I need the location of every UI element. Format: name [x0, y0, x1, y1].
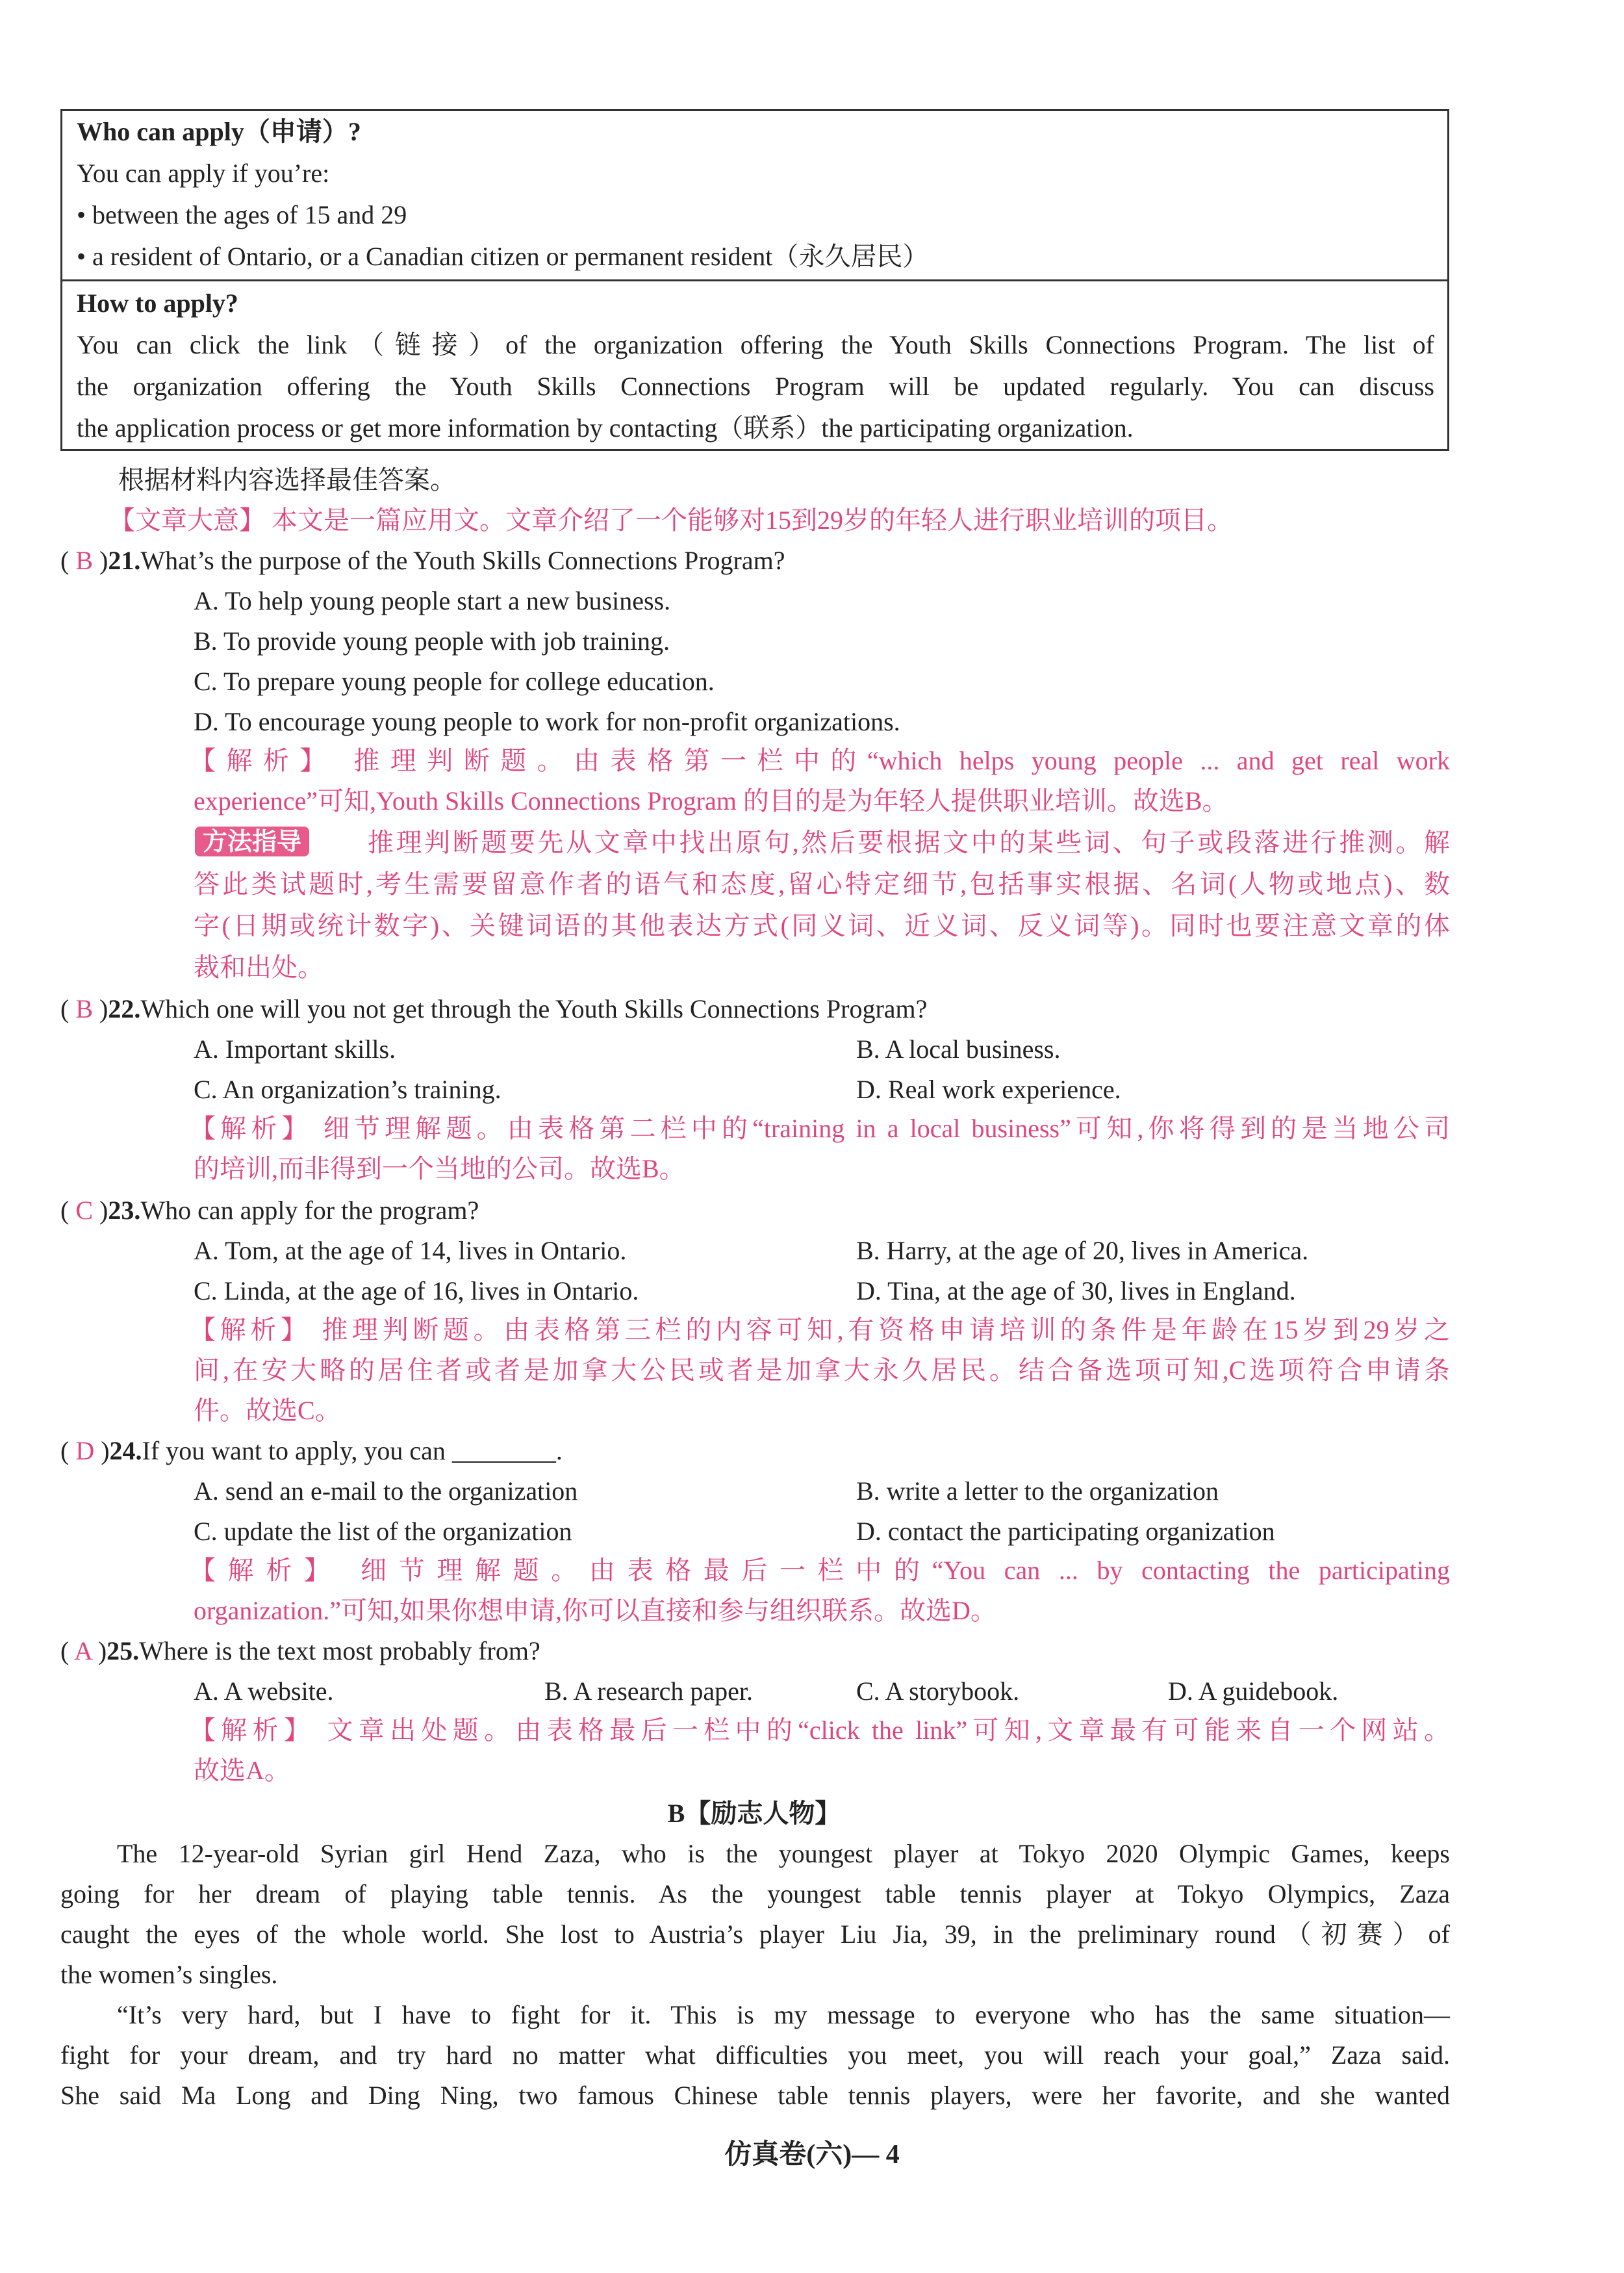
q24-option-b: B. write a letter to the organization: [856, 1476, 1219, 1506]
who-can-apply-bullet-2: • a resident of Ontario, or a Canadian citizen or permanent resident（永久居民）: [77, 242, 929, 271]
section-b-p2-line-2: fight for your dream, and try hard no matter what difficulties you meet, you will reach your goal,” Zaza said.: [60, 2040, 1450, 2070]
method-guide-line-4: 裁和出处。: [194, 953, 324, 982]
q21-option-b: B. To provide young people with job training.: [194, 626, 670, 656]
question-25: ( A )25.Where is the text most probably from?: [60, 1636, 540, 1665]
who-can-apply-title: Who can apply（申请）?: [77, 117, 361, 146]
section-b-p1-line-4: the women’s singles.: [60, 1960, 278, 1989]
q24-option-a: A. send an e-mail to the organization: [194, 1476, 578, 1506]
question-stem-24: If you want to apply, you can ________.: [142, 1436, 563, 1465]
question-number-22: 22.: [108, 994, 141, 1023]
q24-option-d: D. contact the participating organization: [856, 1517, 1275, 1546]
page-footer: 仿真卷(六)— 4: [724, 2140, 900, 2170]
how-to-apply-line-3: the application process or get more information by contacting（联系）the participating organization.: [77, 413, 1134, 443]
q25-analysis-line-2: 故选A。: [194, 1756, 290, 1785]
section-b-p2-line-3: She said Ma Long and Ding Ning, two famous Chinese table tennis players, were her favorite, and she wanted: [60, 2081, 1450, 2110]
who-can-apply-bullet-1: • between the ages of 15 and 29: [77, 200, 407, 229]
q24-analysis-line-1: 【解析】 细节理解题。由表格最后一栏中的“You can ... by contacting the participating: [190, 1556, 1450, 1585]
who-can-apply-intro: You can apply if you’re:: [77, 159, 330, 188]
q22-option-a: A. Important skills.: [194, 1034, 396, 1064]
q23-option-b: B. Harry, at the age of 20, lives in America.: [856, 1236, 1309, 1265]
question-21: ( B )21.What’s the purpose of the Youth Skills Connections Program?: [60, 546, 785, 575]
q23-analysis-line-3: 件。故选C。: [194, 1396, 341, 1425]
section-b-p1-line-3: caught the eyes of the whole world. She lost to Austria’s player Liu Jia, 39, in the preliminary round（初赛）of: [60, 1920, 1450, 1949]
how-to-apply-line-2: the organization offering the Youth Skills Connections Program will be updated regularly. You can discuss: [77, 372, 1434, 401]
q21-analysis-line-1: 【解析】 推理判断题。由表格第一栏中的“which helps young people ... and get real work: [190, 746, 1450, 775]
q24-option-c: C. update the list of the organization: [194, 1517, 572, 1546]
q21-option-a: A. To help young people start a new business.: [194, 586, 671, 615]
question-stem-23: Who can apply for the program?: [140, 1196, 479, 1225]
method-guide-tag: 方法指导: [195, 827, 309, 856]
section-b-p1-line-1: The 12-year-old Syrian girl Hend Zaza, who is the youngest player at Tokyo 2020 Olympic Games, keeps: [117, 1839, 1450, 1868]
question-stem-22: Which one will you not get through the Youth Skills Connections Program?: [140, 994, 928, 1023]
question-number-21: 21.: [108, 546, 141, 575]
answer-21: B: [75, 546, 94, 575]
section-b-title: B【励志人物】: [667, 1799, 841, 1828]
question-23: ( C )23.Who can apply for the program?: [60, 1196, 479, 1225]
q25-option-a: A. A website.: [194, 1676, 334, 1706]
q22-analysis-line-2: 的培训,而非得到一个当地的公司。故选B。: [194, 1154, 685, 1183]
question-number-23: 23.: [108, 1196, 141, 1225]
answer-25: A: [74, 1636, 92, 1665]
question-number-25: 25.: [107, 1636, 140, 1665]
q23-option-d: D. Tina, at the age of 30, lives in England.: [856, 1276, 1296, 1305]
section-b-p1-line-2: going for her dream of playing table tennis. As the youngest table tennis player at Tokyo Olympics, Zaza: [60, 1879, 1450, 1908]
method-guide-line-2: 答此类试题时,考生需要留意作者的语气和态度,留心特定细节,包括事实根据、名词(人物或地点)、数: [194, 869, 1450, 899]
q22-option-b: B. A local business.: [856, 1034, 1061, 1064]
q25-option-d: D. A guidebook.: [1168, 1676, 1339, 1706]
question-stem-21: What’s the purpose of the Youth Skills Connections Program?: [140, 546, 785, 575]
answer-22: B: [75, 994, 94, 1023]
instruction: 根据材料内容选择最佳答案。: [118, 465, 456, 494]
question-22: ( B )22.Which one will you not get through the Youth Skills Connections Program?: [60, 994, 928, 1023]
q23-analysis-line-2: 间,在安大略的居住者或者是加拿大公民或者是加拿大永久居民。结合备选项可知,C选项符合申请条: [194, 1355, 1450, 1385]
q22-analysis-line-1: 【解析】 细节理解题。由表格第二栏中的“training in a local business”可知,你将得到的是当地公司: [190, 1114, 1450, 1143]
method-guide-line-1: 推理判断题要先从文章中找出原句,然后要根据文中的某些词、句子或段落进行推测。解: [368, 828, 1450, 857]
q25-option-c: C. A storybook.: [856, 1676, 1020, 1706]
how-to-apply-title: How to apply?: [77, 289, 238, 318]
answer-24: D: [75, 1436, 95, 1465]
q23-analysis-line-1: 【解析】 推理判断题。由表格第三栏的内容可知,有资格申请培训的条件是年龄在15岁到29岁之: [190, 1315, 1450, 1344]
q21-analysis-line-2: experience”可知,Youth Skills Connections Program 的目的是为年轻人提供职业培训。故选B。: [194, 786, 1228, 815]
method-guide-line-3: 字(日期或统计数字)、关键词语的其他表达方式(同义词、近义词、反义词等)。同时也要注意文章的体: [194, 911, 1450, 940]
q21-option-d: D. To encourage young people to work for non-profit organizations.: [194, 707, 900, 736]
q22-option-c: C. An organization’s training.: [194, 1075, 501, 1104]
q21-option-c: C. To prepare young people for college education.: [194, 667, 715, 696]
section-b-p2-line-1: “It’s very hard, but I have to fight for it. This is my message to everyone who has the same situation—: [117, 2000, 1450, 2029]
question-number-24: 24.: [109, 1436, 142, 1465]
article-summary: 【文章大意】 本文是一篇应用文。文章介绍了一个能够对15到29岁的年轻人进行职业培训的项目。: [109, 506, 1233, 535]
q25-option-b: B. A research paper.: [544, 1676, 753, 1706]
answer-23: C: [75, 1196, 94, 1225]
q22-option-d: D. Real work experience.: [856, 1075, 1121, 1104]
how-to-apply-line-1: You can click the link（链接）of the organization offering the Youth Skills Connections Program. The list of: [77, 330, 1434, 359]
question-stem-25: Where is the text most probably from?: [139, 1636, 540, 1665]
q23-option-c: C. Linda, at the age of 16, lives in Ontario.: [194, 1276, 639, 1305]
q23-option-a: A. Tom, at the age of 14, lives in Ontario.: [194, 1236, 627, 1265]
q24-analysis-line-2: organization.”可知,如果你想申请,你可以直接和参与组织联系。故选D。: [194, 1596, 996, 1625]
question-24: ( D )24.If you want to apply, you can ________.: [60, 1436, 563, 1465]
q25-analysis-line-1: 【解析】 文章出处题。由表格最后一栏中的“click the link”可知,文章最有可能来自一个网站。: [190, 1715, 1450, 1745]
